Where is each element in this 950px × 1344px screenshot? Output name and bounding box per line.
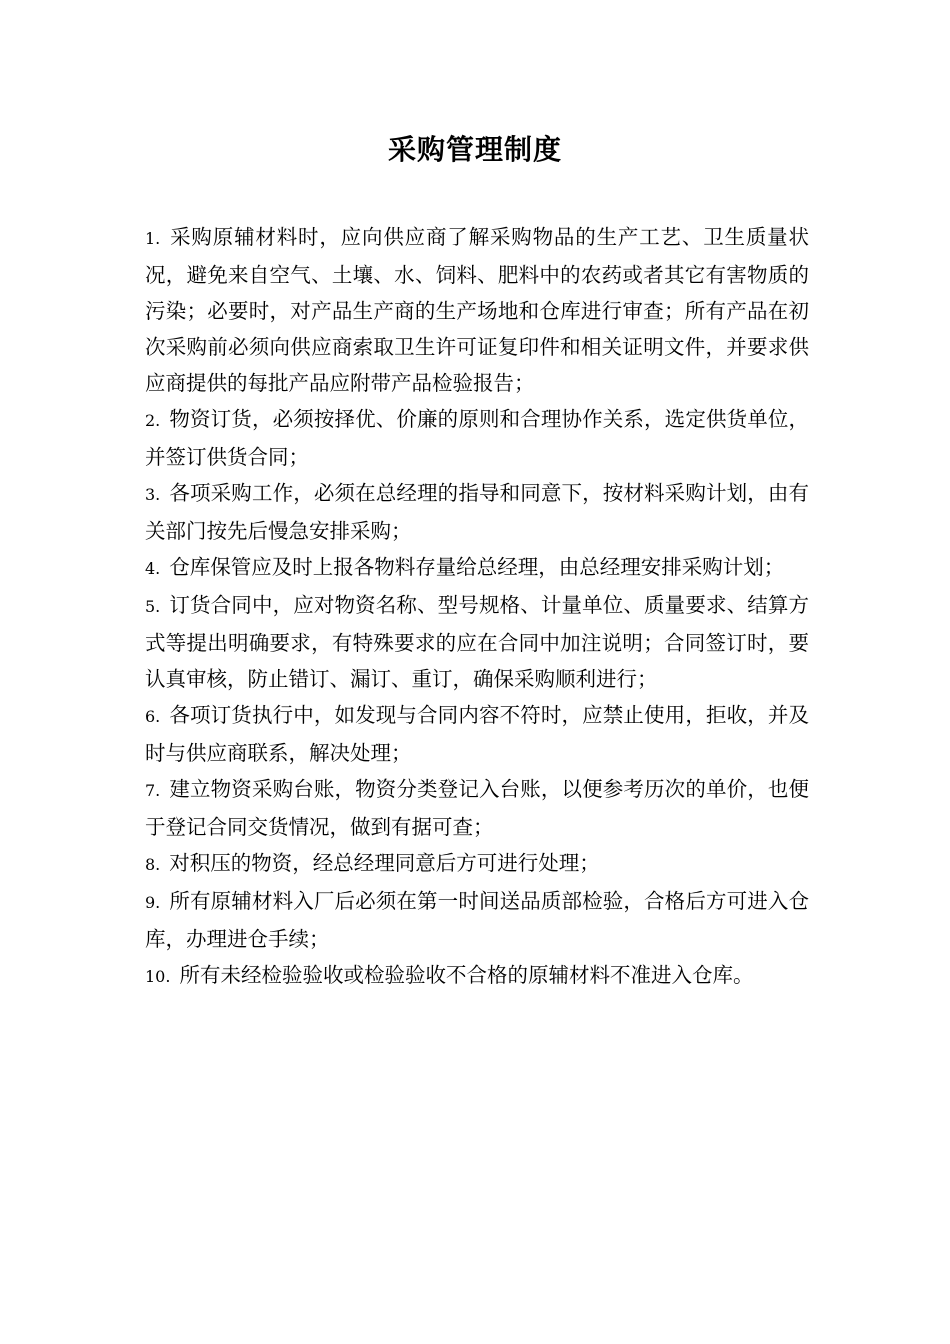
clause-5	[145, 587, 809, 697]
clause-number: 8.	[145, 855, 161, 874]
clause-number: 6.	[145, 707, 161, 726]
clause-number: 7.	[145, 781, 161, 800]
clause-text: 对积压的物资，经总经理同意后方可进行处理；	[169, 851, 600, 875]
clause-8	[145, 845, 809, 883]
clause-number: 10.	[145, 967, 171, 986]
clause-text: 订货合同中，应对物资名称、型号规格、计量单位、质量要求、结算方式等提出明确要求，有特殊要求的应在合同中加注说明；合同签订时，要认真审核，防止错订、漏订、重订，确保采购顺利进行；	[145, 593, 809, 691]
clause-number: 3.	[145, 485, 161, 504]
clause-6	[145, 697, 809, 771]
clause-text: 所有未经检验验收或检验验收不合格的原辅材料不准进入仓库。	[179, 963, 754, 987]
clause-text: 采购原辅材料时，应向供应商了解采购物品的生产工艺、卫生质量状况，避免来自空气、土壤、水、饲料、肥料中的农药或者其它有害物质的污染；必要时，对产品生产商的生产场地和仓库进行审查；所有产品在初次采购前必须向供应商索取卫生许可证复印件和相关证明文件，并要求供应商提供的每批产品应附带产品检验报告；	[145, 225, 809, 395]
clause-10	[145, 957, 809, 995]
clause-3	[145, 475, 809, 549]
clause-number: 4.	[145, 559, 161, 578]
clause-text: 各项订货执行中，如发现与合同内容不符时，应禁止使用，拒收，并及时与供应商联系，解决处理；	[145, 703, 809, 765]
clause-text: 所有原辅材料入厂后必须在第一时间送品质部检验，合格后方可进入仓库，办理进仓手续；	[145, 889, 809, 951]
clause-4	[145, 549, 809, 587]
clause-number: 2.	[145, 411, 161, 430]
clause-text: 各项采购工作，必须在总经理的指导和同意下，按材料采购计划，由有关部门按先后慢急安排采购；	[145, 481, 809, 543]
clause-text: 物资订货，必须按择优、价廉的原则和合理协作关系，选定供货单位，并签订供货合同；	[145, 407, 809, 469]
clause-number: 5.	[145, 597, 161, 616]
clause-text: 建立物资采购台账，物资分类登记入台账，以便参考历次的单价，也便于登记合同交货情况，做到有据可查；	[145, 777, 809, 839]
clause-text: 仓库保管应及时上报各物料存量给总经理，由总经理安排采购计划；	[169, 555, 785, 579]
page-title: 采购管理制度	[387, 133, 562, 166]
clause-number: 9.	[145, 893, 161, 912]
clause-7	[145, 771, 809, 845]
clause-number: 1.	[145, 229, 161, 248]
clause-1	[145, 219, 809, 401]
clause-9	[145, 883, 809, 957]
document-body	[145, 219, 809, 995]
clause-2	[145, 401, 809, 475]
